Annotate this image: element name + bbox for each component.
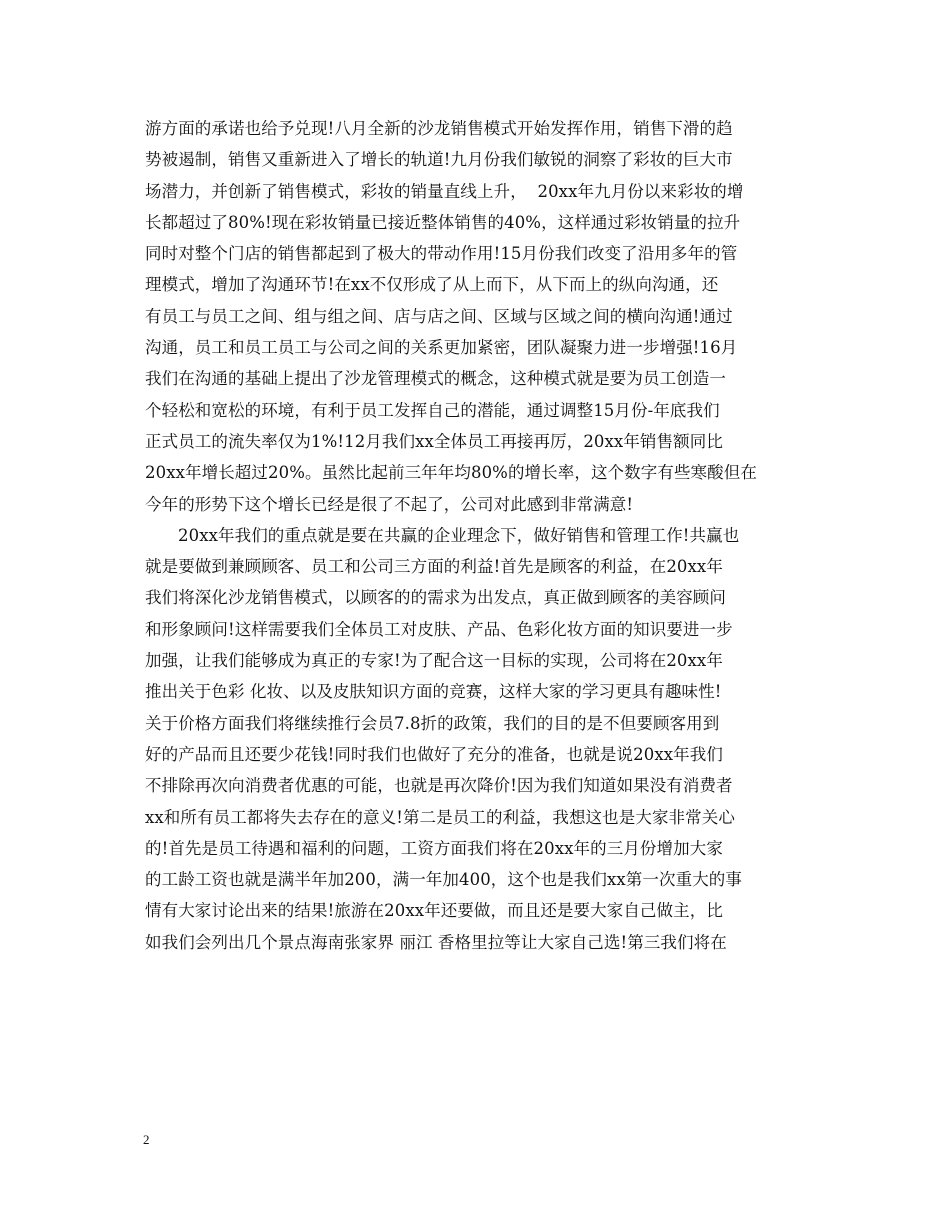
text-line: 好的产品而且还要少花钱!同时我们也做好了充分的准备，也就是说20xx年我们: [145, 744, 723, 764]
text-line: 的工龄工资也就是满半年加200，满一年加400，这个也是我们xx第一次重大的事: [145, 870, 742, 890]
text-line: 和形象顾问!这样需要我们全体员工对皮肤、产品、色彩化妆方面的知识要进一步: [145, 619, 733, 639]
text-line: 同时对整个门店的销售都起到了极大的带动作用!15月份我们改变了沿用多年的管: [145, 244, 738, 264]
text-line: 游方面的承诺也给予兑现!八月全新的沙龙销售模式开始发挥作用，销售下滑的趋: [145, 119, 733, 138]
text-line: 场潜力，并创新了销售模式，彩妆的销量直线上升， 20xx年九月份以来彩妆的增: [145, 181, 744, 201]
text-line: 就是要做到兼顾顾客、员工和公司三方面的利益!首先是顾客的利益，在20xx年: [145, 557, 723, 577]
text-line: 个轻松和宽松的环境，有利于员工发挥自己的潜能，通过调整15月份-年底我们: [145, 400, 720, 420]
text-line: 我们在沟通的基础上提出了沙龙管理模式的概念，这种模式就是要为员工创造一: [145, 369, 726, 389]
text-line: 情有大家讨论出来的结果!旅游在20xx年还要做，而且还是要大家自己做主，比: [145, 901, 723, 921]
text-line: 理模式，增加了沟通环节!在xx不仅形成了从上而下，从下而上的纵向沟通，还: [145, 275, 719, 295]
text-line: 势被遏制，销售又重新进入了增长的轨道!九月份我们敏锐的洞察了彩妆的巨大市: [145, 150, 733, 170]
page-number: 2: [143, 1132, 150, 1147]
text-line: 正式员工的流失率仅为1%!12月我们xx全体员工再接再厉，20xx年销售额同比: [145, 431, 723, 451]
body-text: [145, 113, 810, 958]
text-line: 我们将深化沙龙销售模式，以顾客的的需求为出发点，真正做到顾客的美容顾问: [145, 588, 726, 608]
text-line: xx和所有员工都将失去存在的意义!第二是员工的利益，我想这也是大家非常关心: [145, 807, 735, 827]
text-line: 关于价格方面我们将继续推行会员7.8折的政策，我们的目的是不但要顾客用到: [145, 713, 720, 733]
text-line: 的!首先是员工待遇和福利的问题，工资方面我们将在20xx年的三月份增加大家: [145, 838, 723, 858]
text-line: 今年的形势下这个增长已经是很了不起了，公司对此感到非常满意!: [145, 494, 634, 514]
paragraph-first-line: 20xx年我们的重点就是要在共赢的企业理念下，做好销售和管理工作!共赢也: [178, 525, 740, 545]
text-line: 加强，让我们能够成为真正的专家!为了配合这一目标的实现，公司将在20xx年: [145, 651, 723, 671]
text-line: 推出关于色彩 化妆、以及皮肤知识方面的竞赛，这样大家的学习更具有趣味性!: [145, 682, 722, 702]
text-line: 有员工与员工之间、组与组之间、店与店之间、区域与区域之间的横向沟通!通过: [145, 306, 733, 326]
text-line: 不排除再次向消费者优惠的可能，也就是再次降价!因为我们知道如果没有消费者: [145, 776, 733, 796]
text-line: 如我们会列出几个景点海南张家界 丽江 香格里拉等让大家自己选!第三我们将在: [145, 932, 727, 952]
text-line: 长都超过了80%!现在彩妆销量已接近整体销售的40%，这样通过彩妆销量的拉升: [145, 212, 741, 232]
text-line: 沟通，员工和员工员工与公司之间的关系更加紧密，团队凝聚力进一步增强!16月: [145, 338, 738, 358]
text-line: 20xx年增长超过20%。虽然比起前三年年均80%的增长率，这个数字有些寒酸但在: [145, 463, 757, 483]
